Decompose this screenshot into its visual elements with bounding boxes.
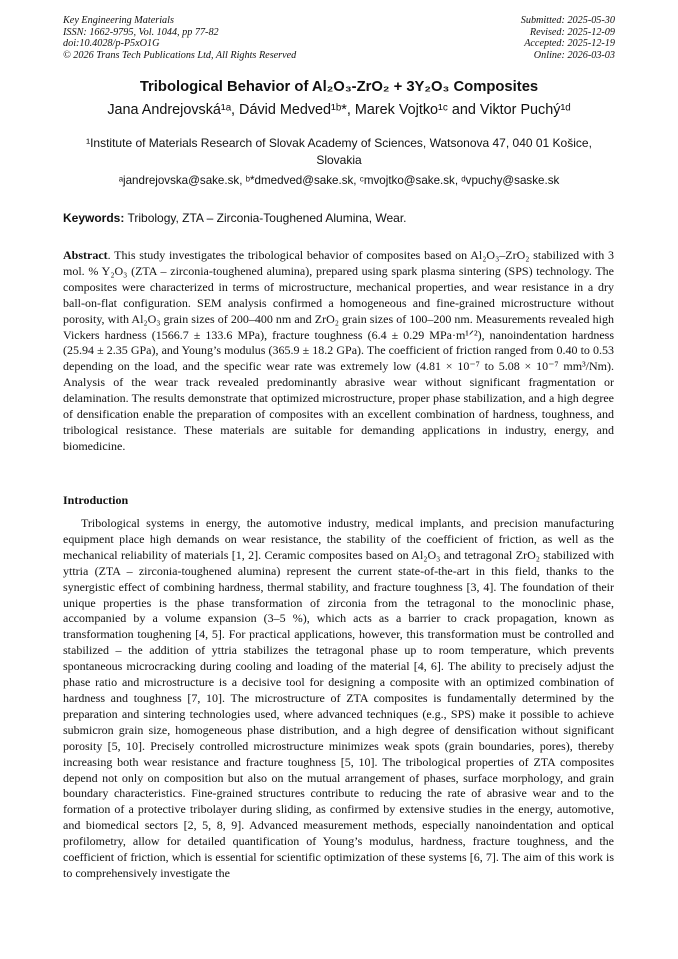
journal-info	[63, 15, 296, 61]
abstract	[63, 248, 614, 455]
section-heading-introduction: Introduction	[63, 493, 129, 507]
abstract-label: Abstract	[63, 248, 108, 262]
issn-line: ISSN: 1662-9795, Vol. 1044, pp 77-82	[63, 26, 219, 38]
abstract-text: . This study investigates the tribological behavior of composites based on Al₂O₃–ZrO₂ stabilized with 3 mol. % Y₂O₃ (ZTA – zirconia-toughened alumina), prepared using spark plasma sintering (SPS) technology. The composites were characterized in terms of microstructure, mechanical properties, and wear resistance in a dry ball-on-flat configuration. SEM analysis confirmed a homogeneous and fine-grained microstructure without porosity, with Al₂O₃ grain sizes of 200–400 nm and ZrO₂ grain sizes of 100–200 nm. Measurements revealed high Vickers hardness (1566.7 ± 133.6 MPa), fracture toughness (6.4 ± 0.29 MPa·m¹ᐟ²), nanoindentation hardness (25.94 ± 2.35 GPa), and Young’s modulus (365.9 ± 18.2 GPa). The coefficient of friction ranged from 0.40 to 0.53 depending on the load, and the specific wear rate was extremely low (4.81 × 10⁻⁷ to 5.08 × 10⁻⁷ mm³/Nm). Analysis of the wear track revealed predominantly abrasive wear without significant fragmentation or delamination. The results demonstrate that optimized microstructure, proper phase stabilization, and a high degree of densification enable the preparation of composites with an excellent combination of hardness, toughness, and tribological resistance. These materials are suitable for demanding applications in industry, energy, and biomedicine.	[63, 248, 614, 453]
revised-date: Revised: 2025-12-09	[529, 26, 615, 38]
submission-dates	[521, 15, 615, 61]
doi-line: doi:10.4028/p-P5xO1G	[63, 38, 160, 50]
paper-title: Tribological Behavior of Al₂O₃-ZrO₂ + 3Y₂O₃ Composites	[139, 79, 539, 95]
keywords-label: Keywords:	[63, 211, 125, 225]
author-list: Jana Andrejovská¹ᵃ, Dávid Medved¹ᵇ*, Marek Vojtko¹ᶜ and Viktor Puchý¹ᵈ	[107, 102, 571, 118]
keywords-text: Tribology, ZTA – Zirconia-Toughened Alumina, Wear.	[124, 211, 407, 225]
copyright-line: © 2026 Trans Tech Publications Ltd, All Rights Reserved	[63, 49, 297, 61]
author-emails: ᵃjandrejovska@sake.sk, ᵇ*dmedved@sake.sk, ᶜmvojtko@sake.sk, ᵈvpuchy@saske.sk	[118, 174, 560, 187]
accepted-date: Accepted: 2025-12-19	[524, 38, 615, 50]
submitted-date: Submitted: 2025-05-30	[520, 15, 615, 26]
keywords	[63, 211, 407, 225]
introduction-paragraph: Tribological systems in energy, the automotive industry, medical implants, and precision manufacturing equipment place high demands on wear resistance, the stability of the coefficient of friction, as well as the mechanical reliability of materials [1, 2]. Ceramic composites based on Al₂O₃ and tetragonal ZrO₂ stabilized with yttria (ZTA – zirconia-toughened alumina) represent the current state-of-the-art in this field, thanks to the synergistic effect of combining hardness, thermal stability, and fracture toughness [3, 4]. The foundation of their unique properties is the phase transformation of zirconia from the tetragonal to the monoclinic phase, accompanied by a volume expansion (3–5 %), which acts as a barrier to crack propagation, known as transformation toughening [4, 5]. For practical applications, however, this transformation must be controlled and stabilized – the addition of yttria stabilizes the tetragonal phase up to room temperature, which prevents spontaneous microcracking during cooling and loading of the material [4, 6]. The ability to precisely adjust the phase ratio and microstructure is a decisive tool for designing a composite with an optimized combination of hardness and toughness [7, 10]. The microstructure of ZTA composites is fundamentally determined by the preparation and sintering technologies used, where advanced techniques (e.g., SPS) make it possible to achieve submicron grain size, homogeneous phase distribution, and a high degree of densification without significant porosity [5, 10]. Precisely controlled microstructure minimizes weak spots (grain boundaries, pores), thereby increasing both wear resistance and fracture toughness [5, 10]. The tribological properties of ZTA composites depend not only on composition but also on the mutual arrangement of phases, surface morphology, and grain boundary characteristics. Fine-grained structures contribute to reducing the rate of abrasive wear and to the formation of a protective tribolayer during sliding, as confirmed by extensive studies in the energy, automotive, and biomedical sectors [2, 5, 8, 9]. Advanced measurement methods, especially nanoindentation and optical profilometry, allow for detailed quantification of Young’s modulus, hardness, fracture toughness, and the coefficient of friction, which is essential for scientific optimization of these systems [6, 7]. The aim of this work is to comprehensively investigate the	[63, 516, 614, 880]
journal-name: Key Engineering Materials	[63, 15, 174, 26]
affiliation: ¹Institute of Materials Research of Slovak Academy of Sciences, Watsonova 47, 040 01 Košice, Slovakia	[86, 136, 592, 167]
online-date: Online: 2026-03-03	[533, 49, 615, 61]
